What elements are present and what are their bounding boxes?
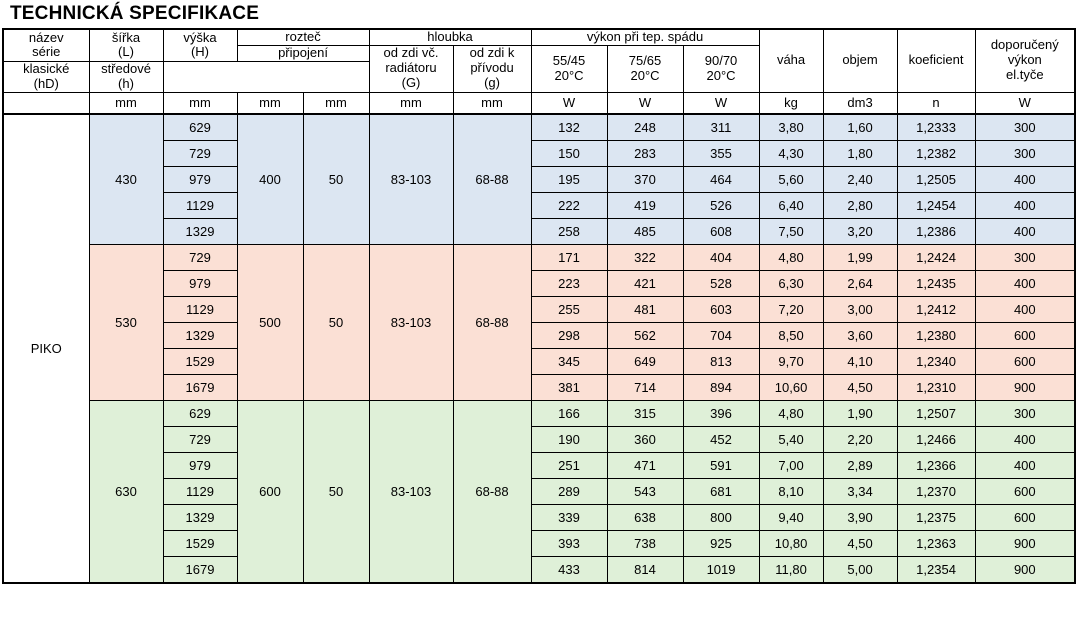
- cell-koeficient: 1,2340: [897, 348, 975, 374]
- cell-vykon-5545: 433: [531, 556, 607, 583]
- cell-vykon-7565: 283: [607, 140, 683, 166]
- header-row-1: [3, 29, 1075, 45]
- cell-vykon-9070: 813: [683, 348, 759, 374]
- cell-doporuceny-vykon: 400: [975, 166, 1075, 192]
- table-body: [3, 114, 1075, 583]
- header-roztec: rozteč: [237, 29, 369, 45]
- unit-klasicke: mm: [237, 92, 303, 114]
- cell-vykon-9070: 464: [683, 166, 759, 192]
- cell-vykon-5545: 345: [531, 348, 607, 374]
- page-title: TECHNICKÁ SPECIFIKACE: [10, 3, 260, 24]
- cell-vykon-5545: 223: [531, 270, 607, 296]
- cell-vykon-9070: 404: [683, 244, 759, 270]
- cell-koeficient: 1,2454: [897, 192, 975, 218]
- cell-koeficient: 1,2333: [897, 114, 975, 141]
- group-width-cell: 530: [89, 244, 163, 400]
- cell-objem: 2,64: [823, 270, 897, 296]
- cell-objem: 4,50: [823, 374, 897, 400]
- unit-w-7565: W: [607, 92, 683, 114]
- cell-vaha: 8,50: [759, 322, 823, 348]
- header-hloubka: hloubka: [369, 29, 531, 45]
- header-spad-9070: 90/70 20°C: [683, 45, 759, 92]
- cell-vaha: 10,60: [759, 374, 823, 400]
- cell-objem: 3,60: [823, 322, 897, 348]
- cell-koeficient: 1,2424: [897, 244, 975, 270]
- cell-vykon-5545: 222: [531, 192, 607, 218]
- cell-koeficient: 1,2505: [897, 166, 975, 192]
- header-vykon: výkon při tep. spádu: [531, 29, 759, 45]
- header-klasicke: klasické (hD): [3, 61, 89, 92]
- technical-specification-table: [2, 28, 1076, 584]
- cell-vykon-9070: 894: [683, 374, 759, 400]
- cell-vyska: 1329: [163, 218, 237, 244]
- table-row: [3, 478, 1075, 504]
- cell-roztec-stredove: 50: [303, 244, 369, 400]
- cell-vykon-5545: 298: [531, 322, 607, 348]
- table-header: [3, 29, 1075, 114]
- cell-vyska: 1329: [163, 322, 237, 348]
- cell-vaha: 10,80: [759, 530, 823, 556]
- cell-vykon-7565: 485: [607, 218, 683, 244]
- cell-vykon-7565: 638: [607, 504, 683, 530]
- cell-objem: 4,50: [823, 530, 897, 556]
- series-name-cell: PIKO: [3, 114, 89, 583]
- cell-vyska: 729: [163, 244, 237, 270]
- cell-vykon-9070: 603: [683, 296, 759, 322]
- cell-doporuceny-vykon: 900: [975, 530, 1075, 556]
- cell-koeficient: 1,2386: [897, 218, 975, 244]
- unit-sirka: mm: [89, 92, 163, 114]
- header-spad-7565: 75/65 20°C: [607, 45, 683, 92]
- cell-objem: 1,99: [823, 244, 897, 270]
- cell-vaha: 3,80: [759, 114, 823, 141]
- cell-koeficient: 1,2354: [897, 556, 975, 583]
- cell-vykon-7565: 481: [607, 296, 683, 322]
- cell-doporuceny-vykon: 900: [975, 556, 1075, 583]
- cell-vyska: 979: [163, 452, 237, 478]
- cell-vykon-5545: 381: [531, 374, 607, 400]
- cell-doporuceny-vykon: 300: [975, 244, 1075, 270]
- cell-vyska: 1129: [163, 192, 237, 218]
- cell-vykon-7565: 714: [607, 374, 683, 400]
- cell-doporuceny-vykon: 300: [975, 400, 1075, 426]
- cell-objem: 3,20: [823, 218, 897, 244]
- cell-vykon-5545: 150: [531, 140, 607, 166]
- cell-doporuceny-vykon: 600: [975, 348, 1075, 374]
- cell-objem: 4,10: [823, 348, 897, 374]
- cell-doporuceny-vykon: 400: [975, 218, 1075, 244]
- cell-koeficient: 1,2363: [897, 530, 975, 556]
- cell-koeficient: 1,2507: [897, 400, 975, 426]
- cell-vykon-7565: 814: [607, 556, 683, 583]
- cell-vaha: 4,80: [759, 244, 823, 270]
- unit-w-5545: W: [531, 92, 607, 114]
- cell-doporuceny-vykon: 400: [975, 270, 1075, 296]
- table-row: [3, 452, 1075, 478]
- cell-objem: 1,80: [823, 140, 897, 166]
- cell-vyska: 629: [163, 114, 237, 141]
- header-vaha: váha: [759, 29, 823, 92]
- table-row: [3, 244, 1075, 270]
- table-row: [3, 166, 1075, 192]
- cell-vykon-9070: 311: [683, 114, 759, 141]
- cell-hloubka-radiatoru: 83-103: [369, 400, 453, 583]
- cell-hloubka-privodu: 68-88: [453, 400, 531, 583]
- cell-doporuceny-vykon: 300: [975, 114, 1075, 141]
- header-od-zdi-privodu: od zdi k přívodu (g): [453, 45, 531, 92]
- cell-objem: 2,40: [823, 166, 897, 192]
- cell-vykon-5545: 166: [531, 400, 607, 426]
- cell-roztec-klasicke: 600: [237, 400, 303, 583]
- header-pripojeni: připojení: [237, 45, 369, 61]
- cell-vykon-5545: 258: [531, 218, 607, 244]
- cell-vaha: 4,30: [759, 140, 823, 166]
- cell-vykon-7565: 471: [607, 452, 683, 478]
- unit-vaha: kg: [759, 92, 823, 114]
- unit-hloubka-g: mm: [369, 92, 453, 114]
- cell-koeficient: 1,2366: [897, 452, 975, 478]
- header-vyska: výška (H): [163, 29, 237, 61]
- cell-vykon-5545: 190: [531, 426, 607, 452]
- cell-koeficient: 1,2310: [897, 374, 975, 400]
- cell-vyska: 1679: [163, 556, 237, 583]
- table-row: [3, 270, 1075, 296]
- cell-vaha: 7,50: [759, 218, 823, 244]
- unit-nazev: [3, 92, 89, 114]
- cell-vykon-7565: 421: [607, 270, 683, 296]
- cell-vykon-5545: 255: [531, 296, 607, 322]
- cell-objem: 2,80: [823, 192, 897, 218]
- table-row: [3, 374, 1075, 400]
- cell-vyska: 1129: [163, 478, 237, 504]
- cell-objem: 3,00: [823, 296, 897, 322]
- table-row: [3, 114, 1075, 141]
- cell-vaha: 5,60: [759, 166, 823, 192]
- unit-stredove: mm: [303, 92, 369, 114]
- cell-vykon-5545: 251: [531, 452, 607, 478]
- cell-koeficient: 1,2435: [897, 270, 975, 296]
- header-spad-5545: 55/45 20°C: [531, 45, 607, 92]
- cell-vykon-7565: 248: [607, 114, 683, 141]
- cell-vaha: 7,20: [759, 296, 823, 322]
- cell-vykon-7565: 562: [607, 322, 683, 348]
- cell-koeficient: 1,2466: [897, 426, 975, 452]
- cell-vykon-9070: 355: [683, 140, 759, 166]
- cell-hloubka-radiatoru: 83-103: [369, 244, 453, 400]
- cell-vykon-9070: 591: [683, 452, 759, 478]
- cell-vaha: 4,80: [759, 400, 823, 426]
- unit-w-9070: W: [683, 92, 759, 114]
- cell-vykon-9070: 925: [683, 530, 759, 556]
- cell-objem: 2,20: [823, 426, 897, 452]
- cell-hloubka-privodu: 68-88: [453, 244, 531, 400]
- cell-doporuceny-vykon: 600: [975, 322, 1075, 348]
- cell-vykon-5545: 339: [531, 504, 607, 530]
- cell-vaha: 8,10: [759, 478, 823, 504]
- cell-vykon-9070: 452: [683, 426, 759, 452]
- unit-objem: dm3: [823, 92, 897, 114]
- cell-vaha: 6,40: [759, 192, 823, 218]
- header-od-zdi-radiatoru: od zdi vč. radiátoru (G): [369, 45, 453, 92]
- table-row: [3, 530, 1075, 556]
- cell-roztec-klasicke: 500: [237, 244, 303, 400]
- table-row: [3, 556, 1075, 583]
- cell-vaha: 9,70: [759, 348, 823, 374]
- cell-vaha: 6,30: [759, 270, 823, 296]
- cell-vykon-7565: 370: [607, 166, 683, 192]
- cell-koeficient: 1,2370: [897, 478, 975, 504]
- cell-vykon-9070: 800: [683, 504, 759, 530]
- cell-vykon-7565: 738: [607, 530, 683, 556]
- cell-koeficient: 1,2380: [897, 322, 975, 348]
- cell-doporuceny-vykon: 400: [975, 452, 1075, 478]
- cell-vykon-9070: 528: [683, 270, 759, 296]
- table-row: [3, 192, 1075, 218]
- cell-doporuceny-vykon: 400: [975, 296, 1075, 322]
- table-row: [3, 296, 1075, 322]
- header-doporuceny-vykon: doporučený výkon el.tyče: [975, 29, 1075, 92]
- cell-doporuceny-vykon: 400: [975, 192, 1075, 218]
- cell-vykon-7565: 419: [607, 192, 683, 218]
- cell-doporuceny-vykon: 600: [975, 504, 1075, 530]
- cell-doporuceny-vykon: 300: [975, 140, 1075, 166]
- cell-vyska: 1679: [163, 374, 237, 400]
- header-units-row: [3, 92, 1075, 114]
- cell-objem: 3,34: [823, 478, 897, 504]
- cell-koeficient: 1,2412: [897, 296, 975, 322]
- table-row: [3, 322, 1075, 348]
- cell-vaha: 7,00: [759, 452, 823, 478]
- cell-vykon-9070: 1019: [683, 556, 759, 583]
- cell-koeficient: 1,2375: [897, 504, 975, 530]
- cell-objem: 1,90: [823, 400, 897, 426]
- cell-vykon-5545: 171: [531, 244, 607, 270]
- table-row: [3, 218, 1075, 244]
- table-row: [3, 140, 1075, 166]
- cell-vyska: 729: [163, 426, 237, 452]
- cell-vyska: 1529: [163, 530, 237, 556]
- table-row: [3, 348, 1075, 374]
- unit-koeficient: n: [897, 92, 975, 114]
- cell-roztec-stredove: 50: [303, 114, 369, 245]
- header-koeficient: koeficient: [897, 29, 975, 92]
- table-row: [3, 504, 1075, 530]
- cell-vykon-7565: 649: [607, 348, 683, 374]
- cell-vykon-9070: 681: [683, 478, 759, 504]
- header-nazev-serie: název série: [3, 29, 89, 61]
- cell-vykon-5545: 289: [531, 478, 607, 504]
- cell-objem: 3,90: [823, 504, 897, 530]
- unit-hloubka-gg: mm: [453, 92, 531, 114]
- cell-vaha: 11,80: [759, 556, 823, 583]
- cell-vyska: 1529: [163, 348, 237, 374]
- cell-vykon-7565: 543: [607, 478, 683, 504]
- cell-vykon-7565: 322: [607, 244, 683, 270]
- unit-doporuceny-vykon: W: [975, 92, 1075, 114]
- cell-vykon-5545: 393: [531, 530, 607, 556]
- cell-hloubka-privodu: 68-88: [453, 114, 531, 245]
- cell-vyska: 1129: [163, 296, 237, 322]
- cell-objem: 5,00: [823, 556, 897, 583]
- unit-vyska: mm: [163, 92, 237, 114]
- cell-vykon-5545: 132: [531, 114, 607, 141]
- cell-doporuceny-vykon: 600: [975, 478, 1075, 504]
- cell-roztec-stredove: 50: [303, 400, 369, 583]
- table-row: [3, 400, 1075, 426]
- cell-vyska: 979: [163, 270, 237, 296]
- cell-vaha: 5,40: [759, 426, 823, 452]
- cell-vykon-9070: 526: [683, 192, 759, 218]
- cell-koeficient: 1,2382: [897, 140, 975, 166]
- group-width-cell: 630: [89, 400, 163, 583]
- cell-vyska: 979: [163, 166, 237, 192]
- header-stredove: středové (h): [89, 61, 163, 92]
- cell-vaha: 9,40: [759, 504, 823, 530]
- cell-objem: 1,60: [823, 114, 897, 141]
- cell-roztec-klasicke: 400: [237, 114, 303, 245]
- header-sirka: šířka (L): [89, 29, 163, 61]
- cell-vykon-9070: 704: [683, 322, 759, 348]
- cell-vyska: 1329: [163, 504, 237, 530]
- cell-vykon-7565: 360: [607, 426, 683, 452]
- header-objem: objem: [823, 29, 897, 92]
- cell-doporuceny-vykon: 400: [975, 426, 1075, 452]
- cell-vykon-7565: 315: [607, 400, 683, 426]
- cell-doporuceny-vykon: 900: [975, 374, 1075, 400]
- cell-hloubka-radiatoru: 83-103: [369, 114, 453, 245]
- cell-vykon-9070: 608: [683, 218, 759, 244]
- cell-vykon-9070: 396: [683, 400, 759, 426]
- cell-objem: 2,89: [823, 452, 897, 478]
- cell-vyska: 629: [163, 400, 237, 426]
- cell-vyska: 729: [163, 140, 237, 166]
- group-width-cell: 430: [89, 114, 163, 245]
- table-row: [3, 426, 1075, 452]
- cell-vykon-5545: 195: [531, 166, 607, 192]
